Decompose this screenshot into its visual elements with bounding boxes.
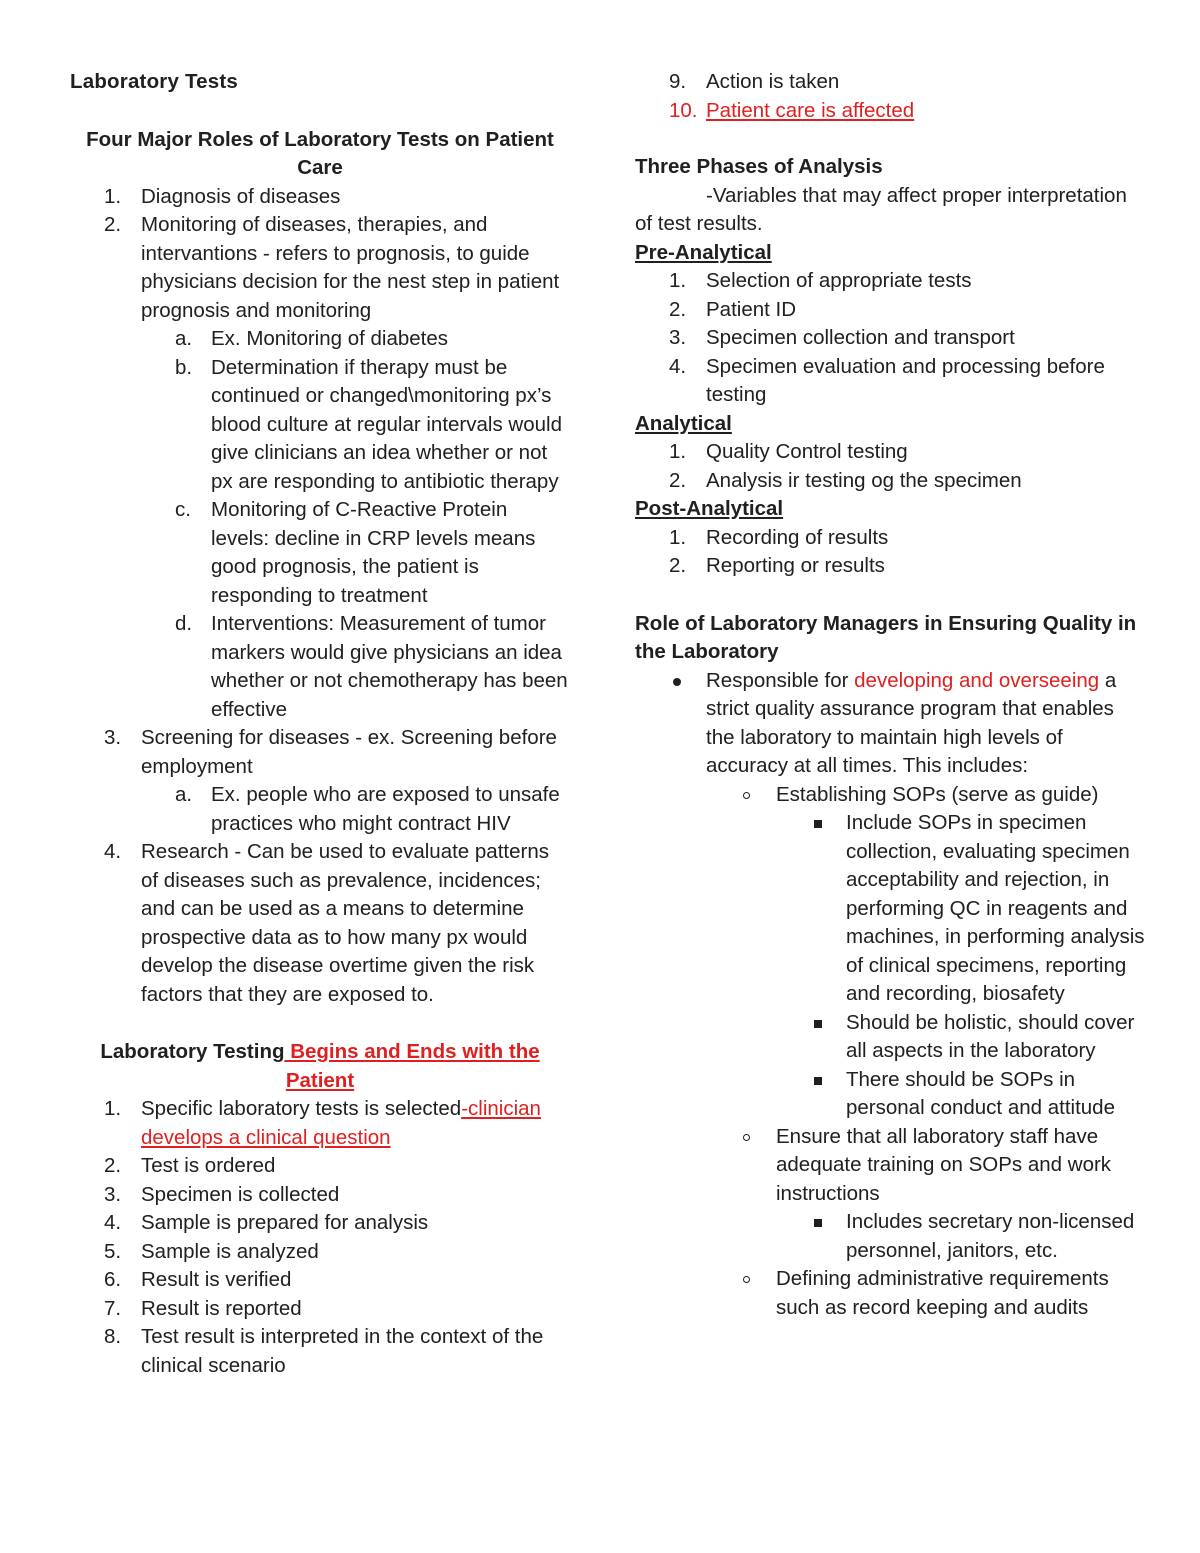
list-item: 2. Monitoring of diseases, therapies, and intervantions - refers to prognosis, to guide physicians decision for the nest step in patient prognosis and monitoring xyxy=(104,213,560,322)
list-item: 2. Patient ID xyxy=(669,297,797,321)
list-item: 1. Diagnosis of diseases xyxy=(104,184,341,208)
roles-heading: Four Major Roles of Laboratory Tests on Patient Care xyxy=(86,127,554,179)
hollow-circle-bullet-icon xyxy=(743,1276,750,1283)
post-analytical-label: Post-Analytical xyxy=(635,497,784,520)
hollow-circle-bullet-icon xyxy=(743,1134,750,1141)
square-bullet-icon xyxy=(814,1077,822,1085)
filled-dot-bullet-icon xyxy=(673,678,681,686)
list-item: 3. Screening for diseases - ex. Screening before employment xyxy=(104,726,557,778)
list-item: 4. Sample is prepared for analysis xyxy=(104,1211,429,1234)
list-item: 3. Specimen collection and transport xyxy=(669,326,1015,349)
phases-heading: Three Phases of Analysis xyxy=(635,155,883,178)
list-item: 9. Action is taken xyxy=(669,70,840,93)
list-item: Include SOPs in specimen collection, evaluating specimen acceptability and rejection, in performing QC in reagents and machines, in performing analysis of clinical specimens, reporting and recording, biosafety xyxy=(635,809,1145,1009)
right-column xyxy=(635,68,1145,1322)
list-item: Should be holistic, should cover all aspects in the laboratory xyxy=(635,1009,1145,1066)
list-item: 7. Result is reported xyxy=(104,1296,302,1320)
pre-analytical-label: Pre-Analytical xyxy=(635,240,772,264)
list-item: 4. Specimen evaluation and processing before testing xyxy=(669,354,1105,406)
square-bullet-icon xyxy=(814,1020,822,1028)
list-item: 8. Test result is interpreted in the context of the clinical scenario xyxy=(104,1325,544,1377)
list-item: 5. Sample is analyzed xyxy=(104,1239,319,1263)
list-item: Ensure that all laboratory staff have adequate training on SOPs and work instructions xyxy=(635,1123,1145,1209)
managers-heading: Role of Laboratory Managers in Ensuring Quality in the Laboratory xyxy=(635,611,1137,663)
list-item: Includes secretary non-licensed personnel, janitors, etc. xyxy=(635,1208,1145,1265)
testing-heading: Laboratory Testing Begins and Ends with the Patient xyxy=(100,1040,540,1092)
analytical-label: Analytical xyxy=(635,411,732,435)
square-bullet-icon xyxy=(814,1219,822,1227)
list-item: 1. Specific laboratory tests is selected-clinician develops a clinical question xyxy=(104,1097,541,1149)
list-item: 1. Quality Control testing xyxy=(669,440,908,463)
list-item: 2. Reporting or results xyxy=(669,554,885,577)
list-item: Establishing SOPs (serve as guide) xyxy=(635,781,1145,810)
square-bullet-icon xyxy=(814,820,822,828)
list-item: 10. Patient care is affected xyxy=(669,98,915,122)
phases-note: -Variables that may affect proper interpretation of test results. xyxy=(635,183,1127,235)
hollow-circle-bullet-icon xyxy=(743,792,750,799)
list-item: a. Ex. Monitoring of diabetes xyxy=(175,327,449,350)
list-item: 2. Analysis ir testing og the specimen xyxy=(669,468,1022,492)
list-item: 2. Test is ordered xyxy=(104,1154,276,1177)
list-item: 6. Result is verified xyxy=(104,1268,292,1291)
list-item: Responsible for developing and overseeing a strict quality assurance program that enables the laboratory to maintain high levels of accuracy at all times. This includes: xyxy=(635,667,1145,781)
list-item: 4. Research - Can be used to evaluate patterns of diseases such as prevalence, incidences; and can be used as a means to determine prospective data as to how many px would develop the disease overtime given the risk factors that they are exposed to. xyxy=(104,840,549,1006)
list-item: There should be SOPs in personal conduct and attitude xyxy=(635,1066,1145,1123)
list-item: a. Ex. people who are exposed to unsafe practices who might contract HIV xyxy=(175,783,560,835)
list-item: c. Monitoring of C-Reactive Protein levels: decline in CRP levels means good prognosis, the patient is responding to treatment xyxy=(175,498,536,607)
left-column xyxy=(70,68,570,1380)
list-item: 3. Specimen is collected xyxy=(104,1182,340,1206)
list-item: b. Determination if therapy must be continued or changed\monitoring px’s blood culture at regular intervals would give clinicians an idea whether or not px are responding to antibiotic therapy xyxy=(175,355,562,493)
list-item: 1. Recording of results xyxy=(669,525,889,549)
list-item: 1. Selection of appropriate tests xyxy=(669,269,972,292)
list-item: Defining administrative requirements such as record keeping and audits xyxy=(635,1265,1145,1322)
list-item: d. Interventions: Measurement of tumor markers would give physicians an idea whether or not chemotherapy has been effective xyxy=(175,612,568,721)
document-title: Laboratory Tests xyxy=(70,70,239,93)
